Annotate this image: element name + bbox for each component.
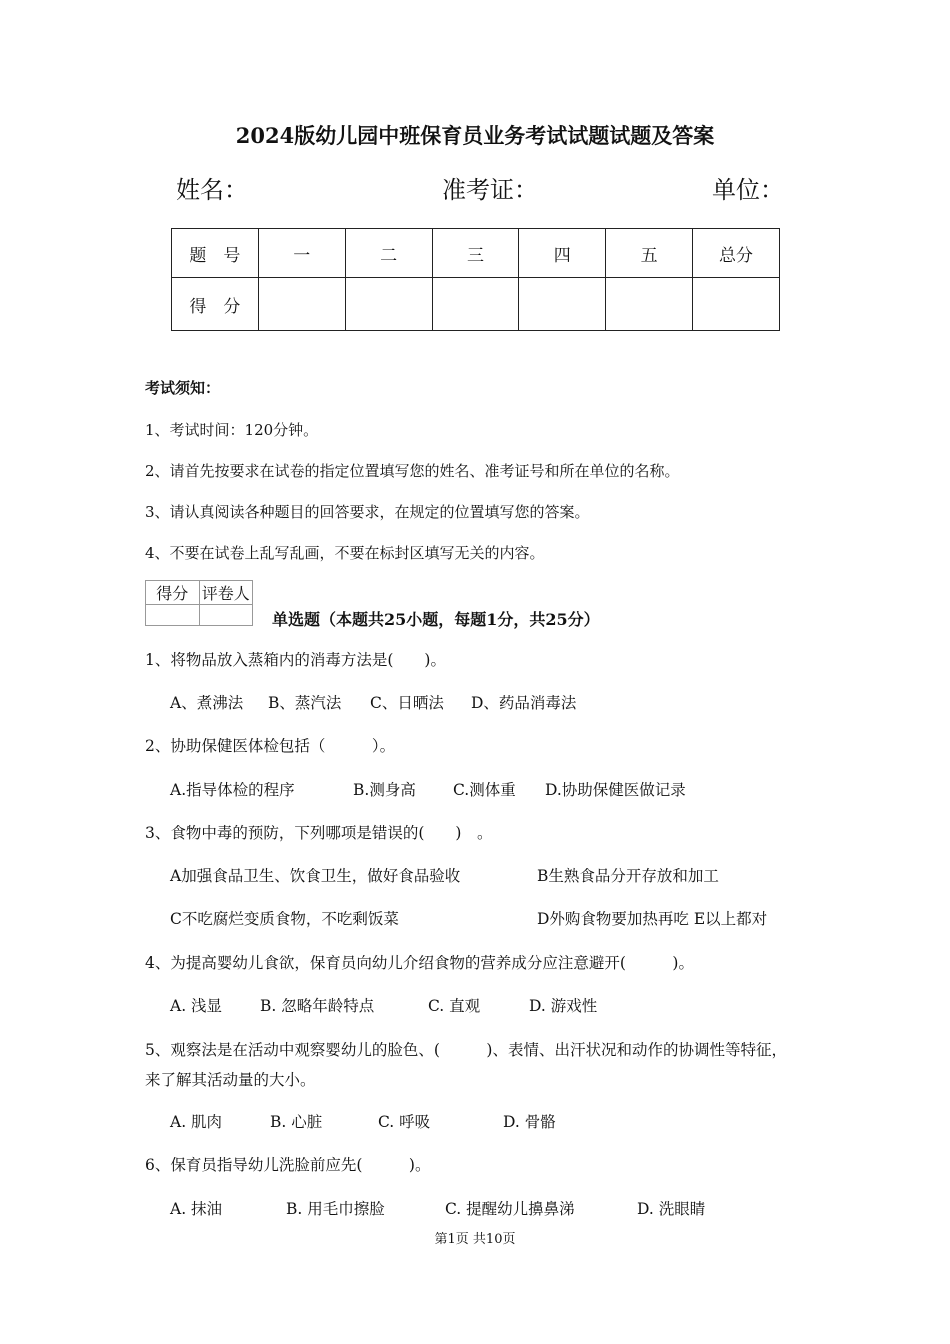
question-option: A加强食品卫生、饮食卫生，做好食品验收 bbox=[170, 867, 461, 885]
section-title: 单选题（本题共25小题，每题1分，共25分） bbox=[272, 610, 600, 629]
grader-name-cell[interactable] bbox=[199, 605, 253, 626]
question-option: A. 浅显 bbox=[170, 997, 223, 1015]
grader-name-label: 评卷人 bbox=[199, 581, 253, 605]
question-stem: 5、观察法是在活动中观察婴幼儿的脸色、( )、表情、出汗状况和动作的协调性等特征， bbox=[145, 1041, 787, 1059]
score-input-cell[interactable] bbox=[432, 278, 519, 331]
score-header-cell: 题 号 bbox=[172, 229, 259, 278]
score-header-cell: 二 bbox=[345, 229, 432, 278]
question-stem: 4、为提高婴幼儿食欲，保育员向幼儿介绍食物的营养成分应注意避开( )。 bbox=[145, 954, 694, 972]
question-option: C不吃腐烂变质食物，不吃剩饭菜 bbox=[170, 910, 399, 928]
score-input-cell[interactable] bbox=[519, 278, 606, 331]
question-option: D外购食物要加热再吃 E以上都对 bbox=[537, 910, 768, 928]
notice-item: 1、考试时间：120分钟。 bbox=[145, 421, 319, 439]
question-option: B生熟食品分开存放和加工 bbox=[537, 867, 719, 885]
question-option: B. 心脏 bbox=[270, 1113, 323, 1131]
question-option: C. 呼吸 bbox=[378, 1113, 431, 1131]
question-option: D. 骨骼 bbox=[503, 1113, 556, 1131]
question-stem: 1、将物品放入蒸箱内的消毒方法是( )。 bbox=[145, 651, 446, 669]
question-stem-continued: 来了解其活动量的大小。 bbox=[145, 1071, 316, 1089]
question-option: A、煮沸法 bbox=[170, 694, 244, 712]
question-option: D.协助保健医做记录 bbox=[545, 781, 686, 799]
name-field-label: 姓名： bbox=[176, 176, 248, 204]
question-option: B、蒸汽法 bbox=[268, 694, 342, 712]
question-option: D. 游戏性 bbox=[529, 997, 598, 1015]
question-option: C.测体重 bbox=[453, 781, 516, 799]
question-option: C. 提醒幼儿擤鼻涕 bbox=[445, 1200, 575, 1218]
grader-score-label: 得分 bbox=[146, 581, 200, 605]
score-input-cell[interactable] bbox=[258, 278, 345, 331]
question-option: C、日晒法 bbox=[370, 694, 444, 712]
score-header-cell: 四 bbox=[519, 229, 606, 278]
score-input-cell[interactable] bbox=[345, 278, 432, 331]
score-header-cell: 五 bbox=[606, 229, 693, 278]
unit-field-label: 单位： bbox=[712, 176, 784, 204]
ticket-field-label: 准考证： bbox=[442, 176, 538, 204]
document-title: 2024版幼儿园中班保育员业务考试试题试题及答案 bbox=[235, 123, 715, 148]
question-option: A.指导体检的程序 bbox=[170, 781, 295, 799]
notice-item: 4、不要在试卷上乱写乱画，不要在标封区填写无关的内容。 bbox=[145, 544, 545, 562]
notice-item: 2、请首先按要求在试卷的指定位置填写您的姓名、准考证号和所在单位的名称。 bbox=[145, 462, 680, 480]
grader-table bbox=[145, 580, 253, 626]
notice-title: 考试须知： bbox=[145, 379, 221, 397]
page-footer: 第1页 共10页 bbox=[434, 1232, 516, 1247]
question-option: A. 肌肉 bbox=[170, 1113, 223, 1131]
score-header-cell: 总分 bbox=[693, 229, 780, 278]
score-input-cell[interactable] bbox=[606, 278, 693, 331]
question-option: B. 忽略年龄特点 bbox=[260, 997, 375, 1015]
score-row-label: 得 分 bbox=[172, 278, 259, 331]
score-table-score-row bbox=[172, 278, 780, 331]
score-header-cell: 一 bbox=[258, 229, 345, 278]
score-table-header-row bbox=[172, 229, 780, 278]
score-header-cell: 三 bbox=[432, 229, 519, 278]
question-stem: 6、保育员指导幼儿洗脸前应先( )。 bbox=[145, 1156, 431, 1174]
question-option: B. 用毛巾擦脸 bbox=[286, 1200, 385, 1218]
question-option: A. 抹油 bbox=[170, 1200, 223, 1218]
question-option: D、药品消毒法 bbox=[471, 694, 577, 712]
question-stem: 3、食物中毒的预防，下列哪项是错误的( ) 。 bbox=[145, 824, 493, 842]
question-option: C. 直观 bbox=[428, 997, 481, 1015]
score-table bbox=[171, 228, 780, 331]
question-option: D. 洗眼睛 bbox=[637, 1200, 706, 1218]
score-input-cell[interactable] bbox=[693, 278, 780, 331]
notice-item: 3、请认真阅读各种题目的回答要求，在规定的位置填写您的答案。 bbox=[145, 503, 590, 521]
question-stem: 2、协助保健医体检包括（ ）。 bbox=[145, 737, 396, 755]
grader-score-cell[interactable] bbox=[146, 605, 200, 626]
question-option: B.测身高 bbox=[353, 781, 416, 799]
